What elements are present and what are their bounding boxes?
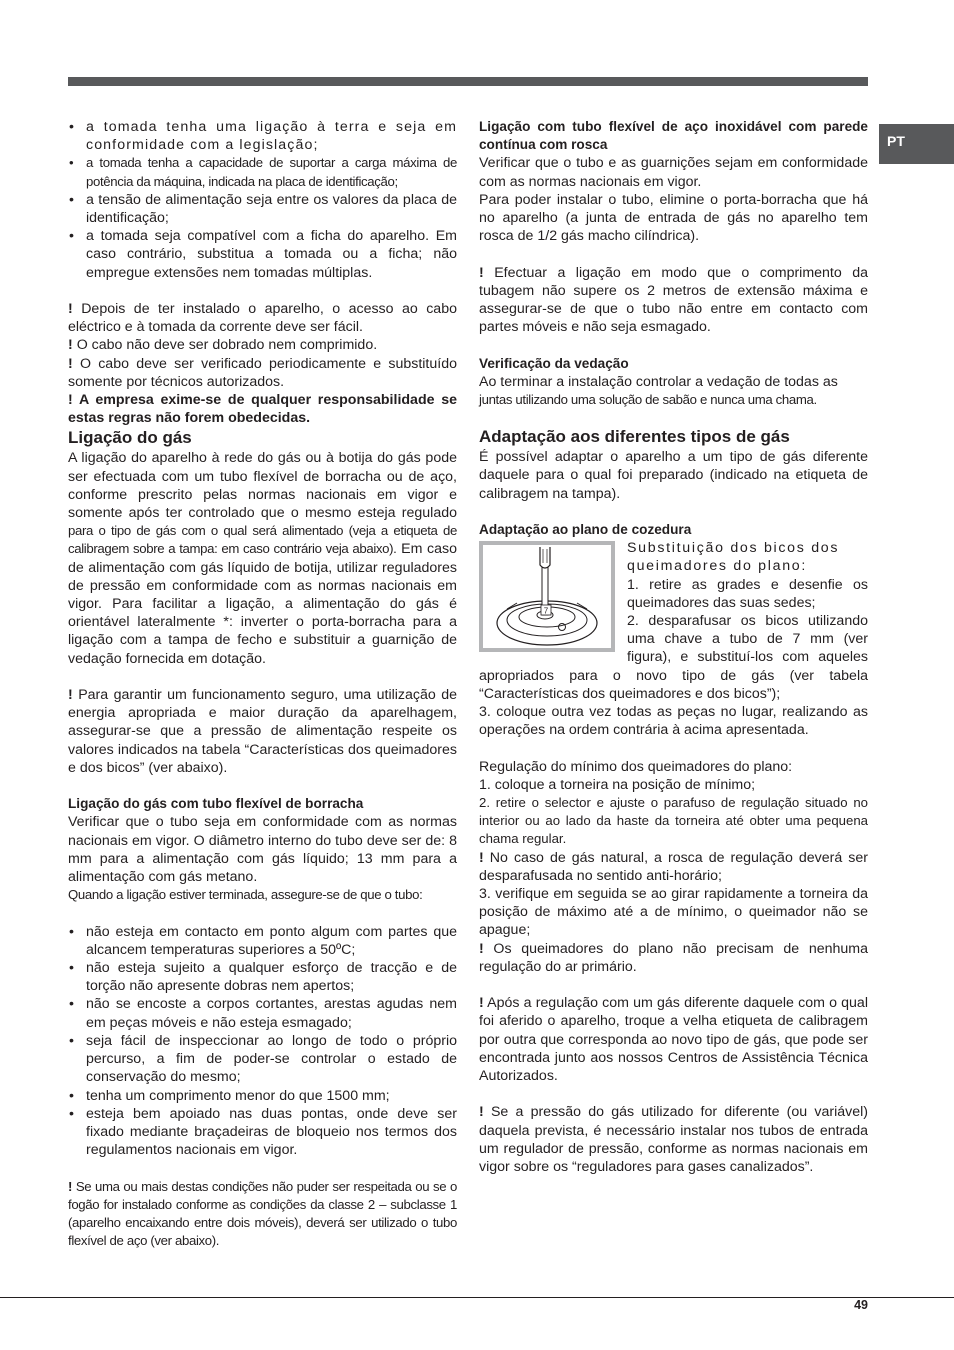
- list-item: • esteja bem apoiado nas duas pontas, onde deve ser fixado mediante braçadeiras de bloqueio nos termos dos regulamentos nacionais em vigor.: [68, 1105, 457, 1160]
- hob-step-1: 1. retire as grades e desenfie os queimadores das suas sedes;: [627, 576, 868, 611]
- warning-steel-hose-required: ! Se uma ou mais destas condições não puder ser respeitada ou se o fogão for instalado conforme as condições da classe 2 – subclasse 1 (aparelho encaixando entre dois móveis), deverá ser utilizado o tubo flexível de aço (ver abaixo).: [68, 1178, 457, 1249]
- list-item: • a tomada tenha a capacidade de suportar a carga máxima de potência da máquina, indicada na placa de identificação;: [68, 154, 457, 190]
- warning-calibration-label: ! Após a regulação com um gás diferente daquele com o qual foi aferido o aparelho, troque a velha etiqueta de calibragem por outra que corresponda ao novo tipo de gás, que pode ser encontrada junto aos nossos Centros de Assistência Técnica Autorizados.: [479, 995, 868, 1085]
- min-regulation-step-3: 3. verifique em seguida se ao girar rapidamente a torneira da posição de máximo até a de mínimo, o queimador não se apague;: [479, 886, 868, 939]
- list-item: • não se encoste a corpos cortantes, arestas agudas nem em peças móveis e não esteja esmagado;: [68, 995, 457, 1031]
- exclamation-icon: !: [68, 1178, 73, 1194]
- header-rule: [68, 77, 868, 86]
- section-title-hob-adaptation: Adaptação ao plano de cozedura: [479, 522, 692, 538]
- section-title-rubber-hose: Ligação do gás com tubo flexível de borracha: [68, 796, 364, 812]
- rubber-hose-text: Verificar que o tubo seja em conformidade com as normas nacionais em vigor. O diâmetro interno do tubo deve ser de: 8 mm para a alimentação com gás líquido; 13 mm para a alimentação com gás metano.: [68, 814, 457, 886]
- hob-step-3: 3. coloque outra vez todas as peças no lugar, realizando as operações na ordem contrária à acima apresentada.: [479, 704, 868, 739]
- nozzle-replacement-figure: [479, 541, 615, 652]
- gas-connection-text: A ligação do aparelho à rede do gás ou à botija do gás pode ser efectuada com um tubo flexível de borracha ou de aço, conforme prescrito pelas normas nacionais em vigor e somente após ter controlado que o mesmo esteja regulado para o tipo de gás com o qual será alimentado (veja a etiqueta de calibragem sobre a tampa: em caso contrário veja abaixo). Em caso de alimentação com gás líquido de botija, utilizar reguladores de pressão em conformidade com as normas nacionais em vigor. Para facilitar a ligação, a alimentação do gás é orientável lateralmente *: inverter o porta-borracha para a ligação com a tampa de fecho e substituir a guarnição de vedação fornecida em dotação.: [68, 450, 457, 667]
- socket-requirements-list: [68, 118, 457, 282]
- steel-hose-text-2: Para poder instalar o tubo, elimine o porta-borracha que há no aparelho (a junta de entrada de gás no aparelho tem rosca de 1/2 gás macho cilíndrica).: [479, 191, 868, 245]
- warning-hose-length: ! Efectuar a ligação em modo que o comprimento da tubagem não supere os 2 metros de extensão máxima e assegurar-se de que o tubo não entre em contacto com partes móveis e não seja esmagado.: [479, 264, 868, 336]
- warning-natural-gas: ! No caso de gás natural, a rosca de regulação deverá ser desparafusada no sentido anti-horário;: [479, 849, 868, 884]
- seal-check-text-1: Ao terminar a instalação controlar a vedação de todas as: [479, 373, 838, 390]
- section-title-gas-adaptation: Adaptação aos diferentes tipos de gás: [479, 427, 790, 447]
- exclamation-icon: !: [68, 355, 73, 372]
- gas-adaptation-text: É possível adaptar o aparelho a um tipo de gás diferente daquele para o qual foi preparado (indicado na etiqueta de calibragem na tampa).: [479, 449, 868, 502]
- exclamation-icon: !: [479, 995, 484, 1012]
- list-item: • não esteja sujeito a qualquer esforço de tracção e de torção não apresente dobras nem apertos;: [68, 959, 457, 995]
- warning-pressure-regulator: ! Se a pressão do gás utilizado for diferente (ou variável) daquela prevista, é necessário instalar nos tubos de entrada um regulador de pressão, conforme as normas nacionais em vigor sobre os “reguladores para gases canalizados”.: [479, 1104, 868, 1176]
- min-regulation-step-1: 1. coloque a torneira na posição de mínimo;: [479, 776, 756, 793]
- list-item: • a tomada seja compatível com a ficha do aparelho. Em caso contrário, substitua a tomada ou a ficha; não empregue extensões nem tomadas múltiplas.: [68, 227, 457, 282]
- exclamation-icon: !: [68, 301, 73, 318]
- warning-cable-access: ! Depois de ter instalado o aparelho, o acesso ao cabo eléctrico e à tomada da corrente deve ser fácil.: [68, 301, 457, 336]
- list-item: • a tomada tenha uma ligação à terra e seja em conformidade com a legislação;: [68, 118, 457, 154]
- list-item: • tenha um comprimento menor do que 1500 mm;: [68, 1087, 457, 1105]
- warning-cable-check: ! O cabo deve ser verificado periodicamente e substituído somente por técnicos autorizados.: [68, 355, 457, 390]
- list-item: • não esteja em contacto em ponto algum com partes que alcancem temperaturas superiores a 50ºC;: [68, 923, 457, 959]
- warning-liability: ! A empresa exime-se de qualquer responsabilidade se estas regras não forem obedecidas.: [68, 392, 457, 427]
- left-column: [68, 118, 457, 1250]
- hob-step-intro: Substituição dos bicos dos queimadores do plano:: [627, 540, 840, 575]
- warning-gas-pressure: ! Para garantir um funcionamento seguro, uma utilização de energia apropriada e maior duração da aparelhagem, assegurar-se que a pressão de alimentação respeite os valores indicados na tabela “Características dos queimadores e dos bicos” (ver abaixo).: [68, 687, 457, 776]
- min-regulation-step-2: 2. retire o selector e ajuste o parafuso de regulação situado no interior ou ao lado da haste da torneira até obter uma pequena chama regular.: [479, 795, 868, 847]
- steel-hose-text-1: Verificar que o tubo e as guarnições sejam em conformidade com as normas nacionais em vigor.: [479, 155, 868, 190]
- rubber-hose-intro: Quando a ligação estiver terminada, assegure-se de que o tubo:: [68, 887, 423, 903]
- hose-conditions-list: [68, 923, 457, 1160]
- exclamation-icon: !: [479, 264, 484, 281]
- page-number: 49: [854, 1298, 868, 1312]
- list-item: • a tensão de alimentação seja entre os valores da placa de identificação;: [68, 191, 457, 227]
- screwdriver-burner-icon: [483, 545, 611, 648]
- footer-rule: [0, 1297, 954, 1298]
- seal-check-text-2: juntas utilizando uma solução de sabão e nunca uma chama.: [479, 392, 817, 408]
- right-column: [479, 118, 868, 1176]
- list-item: • seja fácil de inspeccionar ao longo de todo o próprio percurso, a fim de poder-se controlar o estado de conservação do mesmo;: [68, 1032, 457, 1087]
- section-title-steel-hose: Ligação com tubo flexível de aço inoxidável com parede contínua com rosca: [479, 119, 868, 153]
- exclamation-icon: !: [479, 1104, 484, 1121]
- exclamation-icon: !: [479, 940, 484, 957]
- language-tab: PT: [879, 124, 954, 164]
- min-regulation-intro: Regulação do mínimo dos queimadores do plano:: [479, 758, 793, 775]
- hob-step-2: 2. desparafusar os bicos utilizando uma chave a tubo de 7 mm (ver figura), e substituí-los com aqueles apropriados para o novo tipo de gás (ver tabela “Características dos queimadores e dos bicos”);: [479, 613, 868, 702]
- warning-primary-air: ! Os queimadores do plano não precisam de nenhuma regulação do ar primário.: [479, 940, 868, 975]
- warning-cable-bend: ! O cabo não deve ser dobrado nem comprimido.: [68, 337, 378, 354]
- exclamation-icon: !: [68, 687, 73, 704]
- exclamation-icon: !: [68, 392, 73, 409]
- section-title-seal-check: Verificação da vedação: [479, 355, 629, 371]
- section-title-gas-connection: Ligação do gás: [68, 428, 192, 448]
- exclamation-icon: !: [68, 337, 73, 354]
- figure-label: 7: [543, 606, 549, 616]
- exclamation-icon: !: [479, 849, 484, 866]
